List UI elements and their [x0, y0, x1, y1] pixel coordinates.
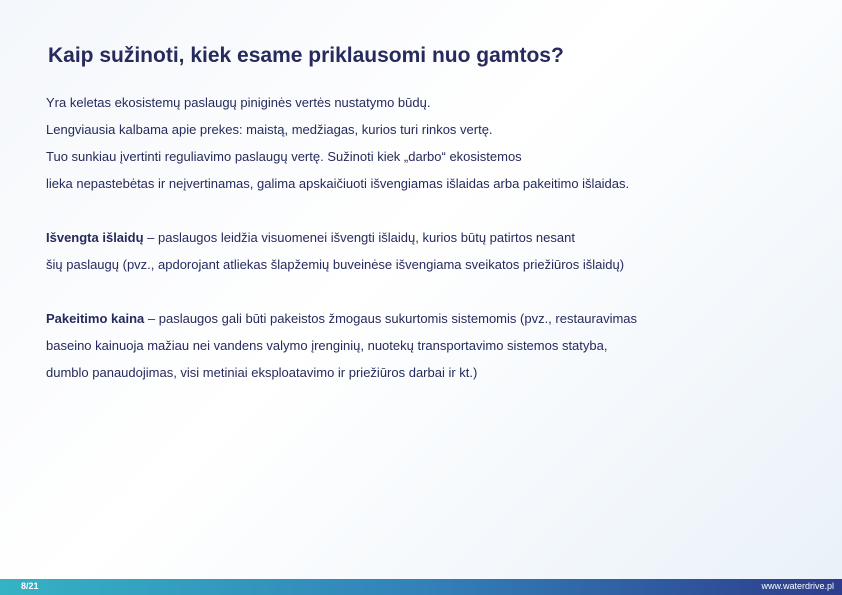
footer-url: www.waterdrive.pl: [761, 581, 834, 591]
intro-line: Lengviausia kalbama apie prekes: maistą, medžiagas, kurios turi rinkos vertę.: [46, 122, 493, 137]
intro-line: lieka nepastebėtas ir neįvertinamas, galima apskaičiuoti išvengiamas išlaidas arba pakeitimo išlaidas.: [46, 176, 630, 191]
replacement-cost-line: baseino kainuoja mažiau nei vandens valymo įrenginių, nuotekų transportavimo sistemos statyba,: [46, 338, 608, 353]
paragraph-gap: [46, 201, 806, 228]
avoided-cost-term: Išvengta išlaidų: [46, 230, 144, 245]
slide-title: Kaip sužinoti, kiek esame priklausomi nuo gamtos?: [48, 44, 564, 67]
replacement-cost-text: – paslaugos gali būti pakeistos žmogaus sukurtomis sistemomis (pvz., restauravimas: [144, 311, 638, 326]
intro-line: Yra keletas ekosistemų paslaugų piniginės vertės nustatymo būdų.: [46, 95, 431, 110]
replacement-cost-line: [46, 309, 806, 336]
page-number: 8/21: [21, 581, 39, 591]
paragraph-gap: [46, 282, 806, 309]
intro-line: Tuo sunkiau įvertinti reguliavimo paslaugų vertę. Sužinoti kiek „darbo“ ekosistemos: [46, 149, 522, 164]
avoided-cost-text: – paslaugos leidžia visuomenei išvengti išlaidų, kurios būtų patirtos nesant: [143, 230, 575, 245]
replacement-cost-line: dumblo panaudojimas, visi metiniai eksploatavimo ir priežiūros darbai ir kt.): [46, 365, 478, 380]
avoided-cost-line: [46, 228, 806, 255]
footer-bar: [0, 579, 842, 595]
replacement-cost-term: Pakeitimo kaina: [46, 311, 145, 326]
slide-body: [46, 93, 806, 390]
avoided-cost-line: šių paslaugų (pvz., apdorojant atliekas šlapžemių buveinėse išvengiama sveikatos priežiūros išlaidų): [46, 257, 625, 272]
